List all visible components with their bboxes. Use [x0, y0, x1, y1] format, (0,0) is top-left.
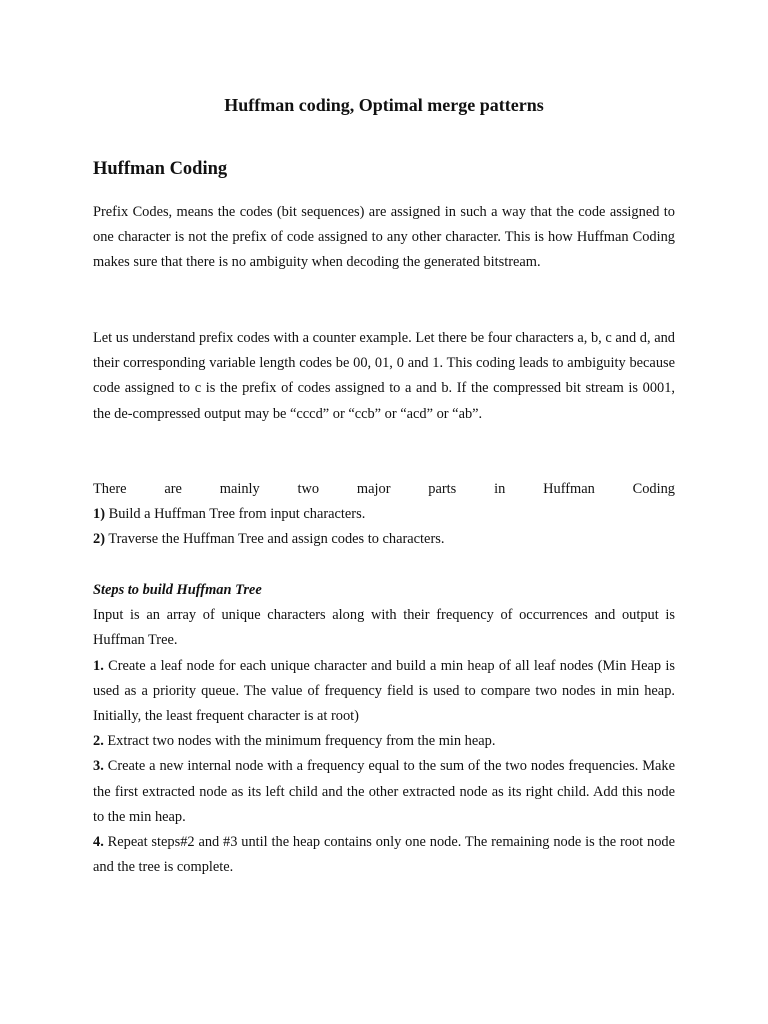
- step-item: [93, 654, 675, 730]
- step-number: 1.: [93, 657, 104, 674]
- step-number: 2.: [93, 733, 104, 750]
- part-text: Build a Huffman Tree from input characters.: [105, 506, 366, 523]
- step-text: Repeat steps#2 and #3 until the heap contains only one node. The remaining node is the root node and the tree is complete.: [93, 834, 675, 876]
- part-text: Traverse the Huffman Tree and assign codes to characters.: [105, 531, 445, 548]
- section-heading: Huffman Coding: [93, 159, 228, 179]
- step-number: 3.: [93, 758, 104, 775]
- step-text: Extract two nodes with the minimum frequency from the min heap.: [103, 733, 496, 750]
- step-item: [93, 830, 675, 880]
- parts-list: [93, 477, 675, 553]
- step-text: Create a new internal node with a frequency equal to the sum of the two nodes frequencies. Make the first extracted node as its left child and the other extracted node as its right child. Add this node to the min heap.: [93, 758, 675, 825]
- part-number: 1): [93, 506, 105, 523]
- part-number: 2): [93, 531, 105, 548]
- part-item: [93, 502, 675, 527]
- step-item: [93, 754, 675, 830]
- parts-intro: There are mainly two major parts in Huffman Coding: [93, 481, 675, 497]
- step-text: Create a leaf node for each unique character and build a min heap of all leaf nodes (Min Heap is used as a priority queue. The value of frequency field is used to compare two nodes in min heap. Initially, the least frequent character is at root): [93, 657, 675, 725]
- step-item: [93, 729, 675, 754]
- paragraph-counter-example: Let us understand prefix codes with a counter example. Let there be four characters a, b, c and d, and their corresponding variable length codes be 00, 01, 0 and 1. This coding leads to ambiguity because code assigned to c is the prefix of codes assigned to a and b. If the compressed bit stream is 0001, the de-compressed output may be “cccd” or “ccb” or “acd” or “ab”.: [93, 330, 675, 422]
- part-item: [93, 527, 675, 552]
- document-title: Huffman coding, Optimal merge patterns: [224, 95, 544, 115]
- steps-heading: Steps to build Huffman Tree: [93, 582, 262, 598]
- steps-intro: Input is an array of unique characters along with their frequency of occurrences and output is Huffman Tree.: [93, 607, 675, 649]
- paragraph-prefix-codes: Prefix Codes, means the codes (bit sequences) are assigned in such a way that the code assigned to one character is not the prefix of code assigned to any other character. This is how Huffman Coding makes sure that there is no ambiguity when decoding the generated bitstream.: [93, 204, 675, 271]
- steps-section: [93, 578, 675, 880]
- document-page: [93, 92, 675, 876]
- step-number: 4.: [93, 834, 104, 851]
